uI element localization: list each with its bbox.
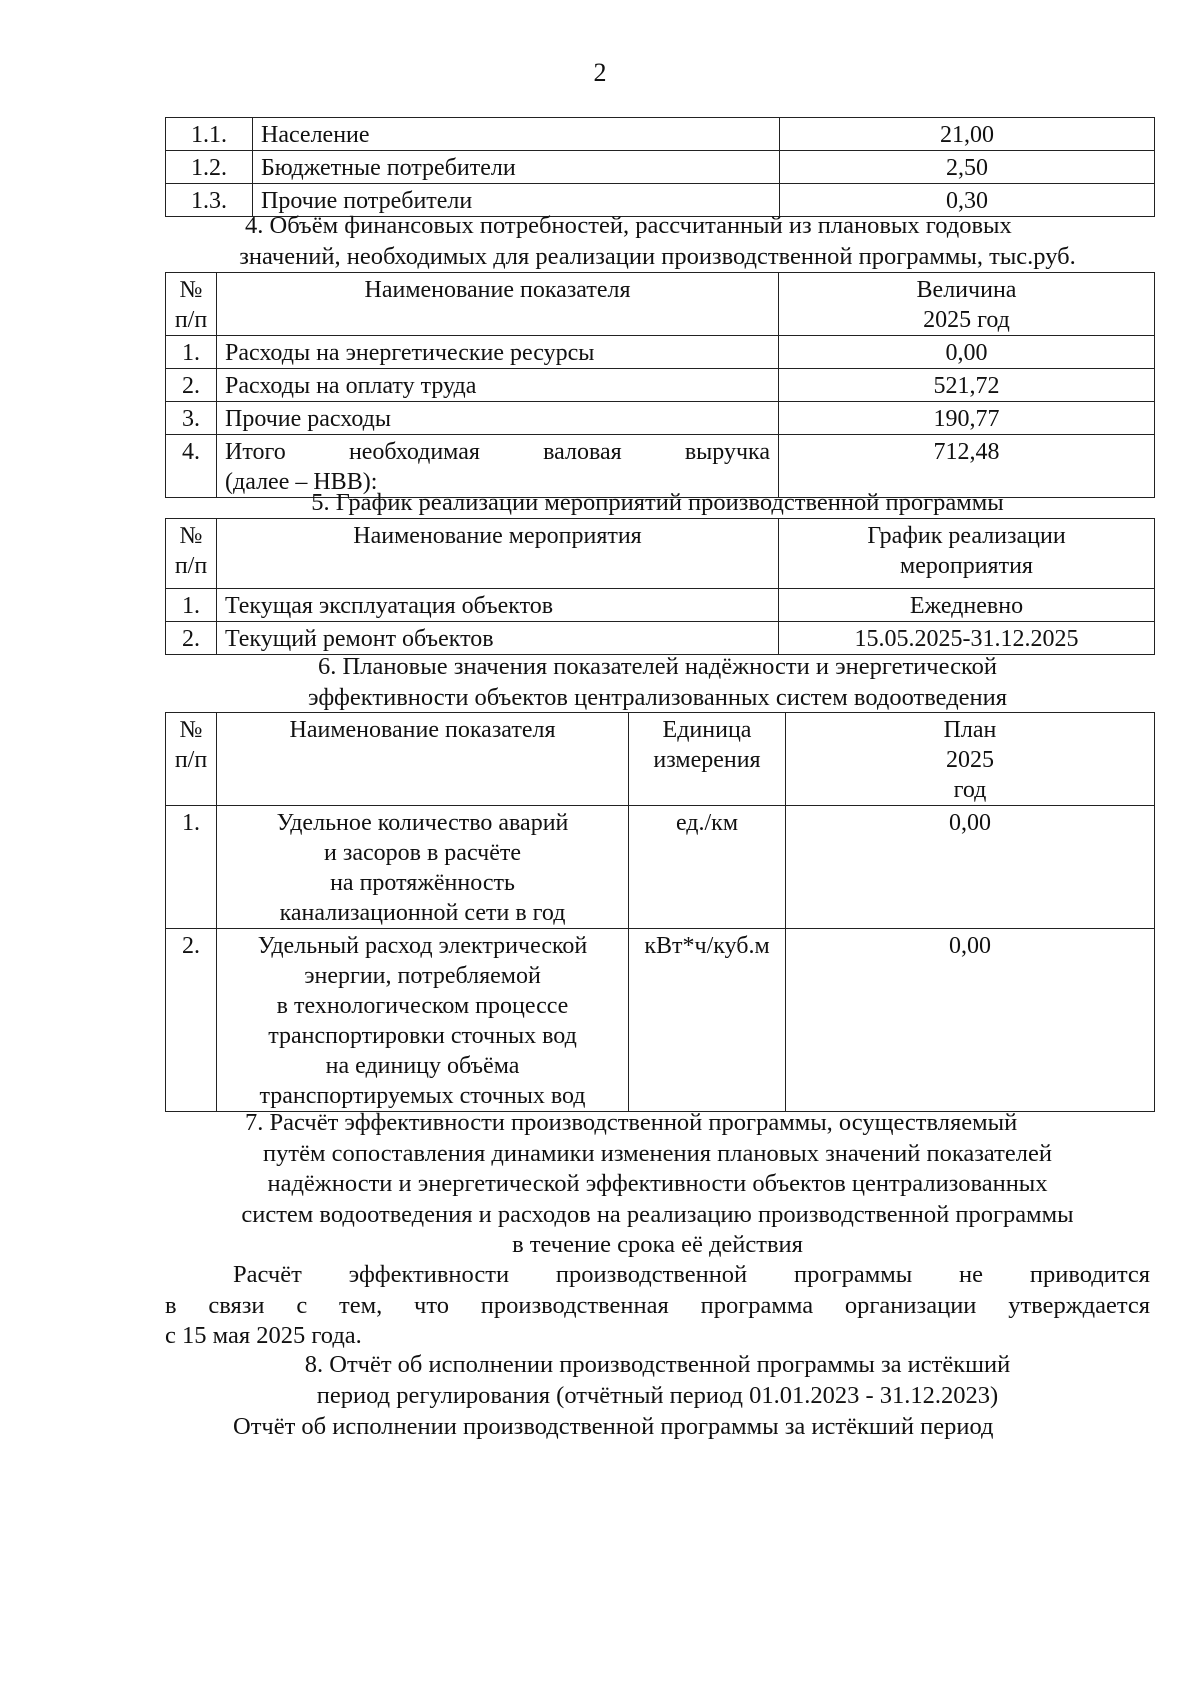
col-num-header <box>166 519 217 589</box>
row-name: Текущая эксплуатация объектов <box>217 589 779 622</box>
row-number: 2. <box>166 369 217 402</box>
section7-body <box>165 1260 1150 1352</box>
table-header-row <box>166 519 1155 589</box>
row-value: 0,30 <box>780 184 1155 217</box>
section7-heading-line5: в течение срока её действия <box>512 1231 803 1258</box>
col-name-header: Наименование показателя <box>217 713 629 806</box>
col-schedule-line2: мероприятия <box>900 553 1033 579</box>
section8-heading-line1: 8. Отчёт об исполнении производственной программы за истёкший <box>304 1351 1011 1378</box>
row-value: 0,00 <box>779 336 1155 369</box>
col-num-line2: п/п <box>174 307 208 333</box>
row-name-line: Удельное количество аварий <box>276 810 569 836</box>
row-number: 1.3. <box>166 184 253 217</box>
section4-heading <box>165 211 1150 272</box>
col-num-line2: п/п <box>174 747 208 773</box>
section8-body-line1: Отчёт об исполнении производственной программы за истёкший период <box>233 1413 994 1440</box>
row-name: Население <box>253 118 780 151</box>
col-num-line2: п/п <box>174 553 208 579</box>
row-value: 190,77 <box>779 402 1155 435</box>
row-name-line: Удельный расход электрической <box>257 933 588 959</box>
row-unit: кВт*ч/куб.м <box>629 929 786 1112</box>
section7-heading-line2: путём сопоставления динамики изменения плановых значений показателей <box>263 1139 1052 1167</box>
table-row <box>166 336 1155 369</box>
section6-heading <box>165 652 1150 713</box>
row-number: 4. <box>166 435 217 498</box>
section7-heading-line3: надёжности и энергетической эффективности объектов централизованных <box>267 1170 1048 1197</box>
col-unit-line2: измерения <box>653 747 761 773</box>
section7-body-line3: с 15 мая 2025 года. <box>165 1322 362 1349</box>
row-name-line: транспортировки сточных вод <box>268 1023 577 1049</box>
page-number: 2 <box>593 58 607 87</box>
row-number: 1. <box>166 336 217 369</box>
row-name: Бюджетные потребители <box>253 151 780 184</box>
row-value: 521,72 <box>779 369 1155 402</box>
row-name <box>217 929 629 1112</box>
col-num-line1: № <box>179 277 203 303</box>
table-row <box>166 118 1155 151</box>
row-number: 1. <box>166 589 217 622</box>
consumers-table <box>165 117 1155 217</box>
section8-heading <box>165 1350 1150 1411</box>
table-header-row <box>166 273 1155 336</box>
table-header-row <box>166 713 1155 806</box>
section7-body-line1: Расчёт эффективности производственной программы не приводится <box>233 1261 1150 1288</box>
row-name <box>217 806 629 929</box>
col-plan-line1: План <box>943 717 997 743</box>
col-plan-line2: 2025 <box>946 747 994 773</box>
col-name-header: Наименование мероприятия <box>217 519 779 589</box>
section8-heading-line2: период регулирования (отчётный период 01.01.2023 - 31.12.2023) <box>316 1381 999 1409</box>
row-name-line: и засоров в расчёте <box>324 840 521 866</box>
table-row <box>166 806 1155 929</box>
section4-heading-line2: значений, необходимых для реализации производственной программы, тыс.руб. <box>239 242 1076 270</box>
reliability-table <box>165 712 1155 1112</box>
col-num-header <box>166 713 217 806</box>
row-plan: 0,00 <box>786 929 1155 1112</box>
col-unit-line1: Единица <box>662 717 752 743</box>
col-value-header <box>779 273 1155 336</box>
row-name: Текущий ремонт объектов <box>217 622 779 655</box>
row-number: 1.1. <box>166 118 253 151</box>
row-name: Прочие расходы <box>217 402 779 435</box>
col-schedule-line1: График реализации <box>867 523 1066 549</box>
col-schedule-header <box>779 519 1155 589</box>
schedule-table <box>165 518 1155 655</box>
table-row <box>166 622 1155 655</box>
row-value: 21,00 <box>780 118 1155 151</box>
section6-heading-line2: эффективности объектов централизованных систем водоотведения <box>307 683 1008 711</box>
section8-body <box>165 1412 1150 1443</box>
row-number: 2. <box>166 622 217 655</box>
section5-heading: 5. График реализации мероприятий производственной программы <box>311 489 1004 516</box>
total-name-line1: Итого необходимая валовая выручка <box>225 439 770 465</box>
col-name-header: Наименование показателя <box>217 273 779 336</box>
col-num-header <box>166 273 217 336</box>
row-number: 1. <box>166 806 217 929</box>
row-name-line: транспортируемых сточных вод <box>259 1083 586 1109</box>
section7-body-line2: в связи с тем, что производственная программа организации утверждается <box>165 1291 1150 1319</box>
total-name-line2: (далее – НВВ): <box>225 469 378 495</box>
row-schedule: Ежедневно <box>779 589 1155 622</box>
section7-heading-line1: 7. Расчёт эффективности производственной программы, осуществляемый <box>245 1109 1018 1136</box>
table-row <box>166 929 1155 1112</box>
col-value-line2: 2025 год <box>923 307 1010 333</box>
col-plan-line3: год <box>953 777 987 803</box>
row-number: 2. <box>166 929 217 1112</box>
section7-heading <box>165 1108 1150 1261</box>
row-number: 3. <box>166 402 217 435</box>
col-value-line1: Величина <box>916 277 1017 303</box>
row-unit: ед./км <box>629 806 786 929</box>
col-num-line1: № <box>179 717 203 743</box>
row-name: Расходы на оплату труда <box>217 369 779 402</box>
col-num-line1: № <box>179 523 203 549</box>
row-name: Расходы на энергетические ресурсы <box>217 336 779 369</box>
section6-heading-line1: 6. Плановые значения показателей надёжности и энергетической <box>318 653 997 680</box>
row-name-line: в технологическом процессе <box>276 993 569 1019</box>
table-row <box>166 589 1155 622</box>
row-plan: 0,00 <box>786 806 1155 929</box>
row-name-line: на протяжённость <box>330 870 515 896</box>
row-name-line: канализационной сети в год <box>279 900 566 926</box>
row-name-line: энергии, потребляемой <box>304 963 541 989</box>
table-row <box>166 151 1155 184</box>
table-row <box>166 402 1155 435</box>
row-value: 2,50 <box>780 151 1155 184</box>
row-name-line: на единицу объёма <box>325 1053 520 1079</box>
col-plan-header <box>786 713 1155 806</box>
col-unit-header <box>629 713 786 806</box>
financial-needs-table <box>165 272 1155 498</box>
row-number: 1.2. <box>166 151 253 184</box>
section4-heading-line1: 4. Объём финансовых потребностей, рассчитанный из плановых годовых <box>245 212 1012 239</box>
table-row <box>166 369 1155 402</box>
row-schedule: 15.05.2025-31.12.2025 <box>779 622 1155 655</box>
section7-heading-line4: систем водоотведения и расходов на реализацию производственной программы <box>241 1200 1074 1228</box>
row-name: Прочие потребители <box>253 184 780 217</box>
row-value: 712,48 <box>779 435 1155 498</box>
